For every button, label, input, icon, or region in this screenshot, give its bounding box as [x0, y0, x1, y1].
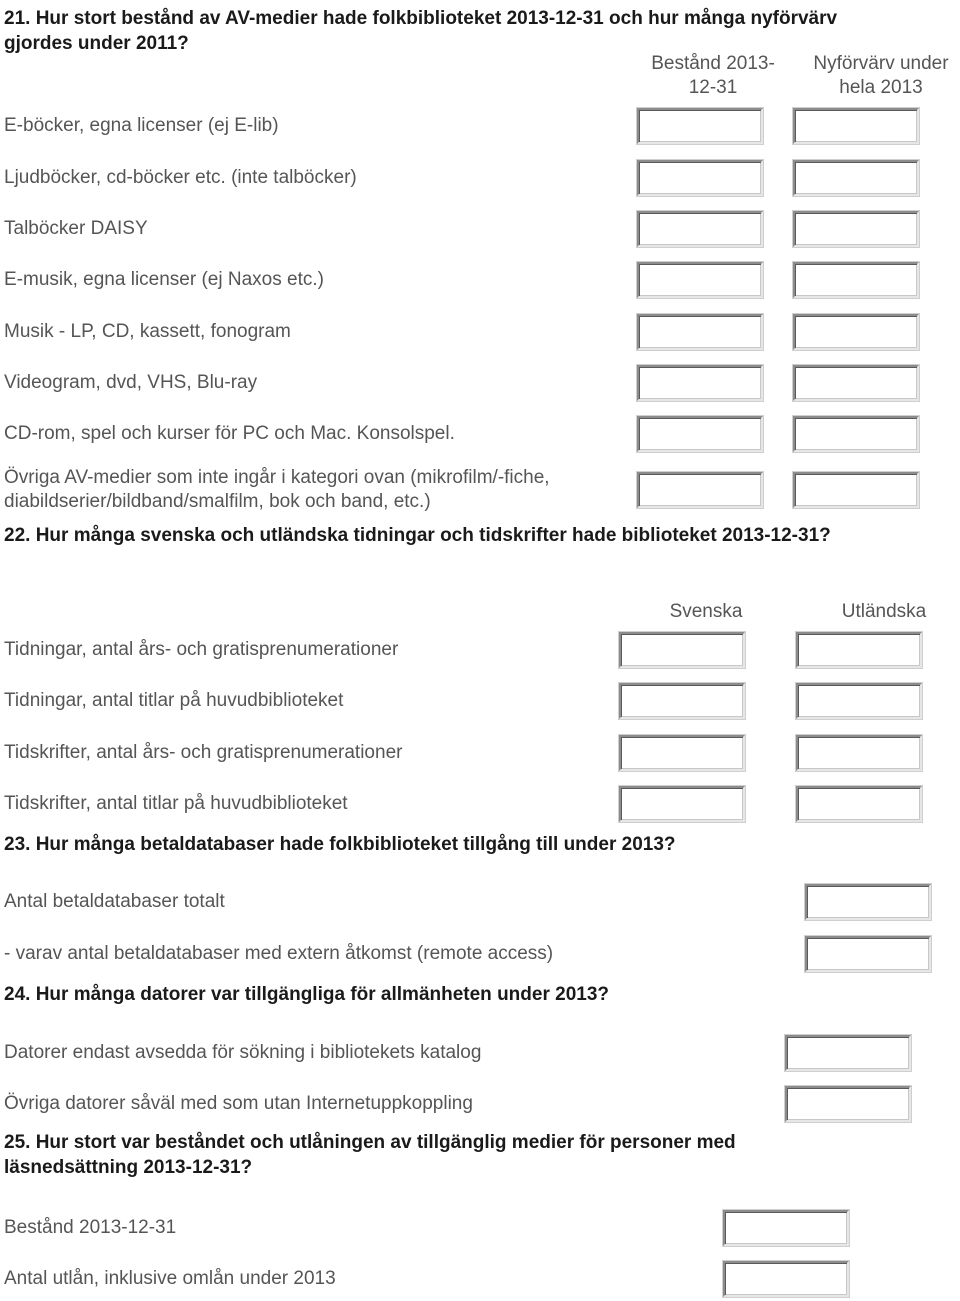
q21-col-header-stock-line2: 12-31: [688, 77, 738, 98]
q23-heading: 23. Hur många betaldatabaser hade folkbiblioteket tillgång till under 2013?: [4, 834, 676, 855]
q22-row-newspapers-titles-label: Tidningar, antal titlar på huvudbiblioteket: [4, 690, 344, 711]
q25-row-loans-label: Antal utlån, inklusive omlån under 2013: [4, 1268, 336, 1289]
q21-heading-line1: 21. Hur stort bestånd av AV-medier hade folkbiblioteket 2013-12-31 och hur många nyförvärv: [4, 8, 838, 29]
q21-other-av-acquisitions-input[interactable]: [793, 472, 919, 508]
q21-emusic-stock-input[interactable]: [637, 262, 763, 298]
q21-row-audiobooks-label: Ljudböcker, cd-böcker etc. (inte talböcker): [4, 167, 357, 188]
q22-row-newspapers-subs-label: Tidningar, antal års- och gratisprenumerationer: [4, 639, 399, 660]
q21-col-header-acquisitions-line1: Nyförvärv under: [813, 53, 949, 74]
q22-journals-titles-swedish-input[interactable]: [619, 786, 745, 822]
q25-stock-input[interactable]: [723, 1210, 849, 1246]
q21-col-header-acquisitions: [798, 52, 960, 100]
q23-remote-input[interactable]: [805, 936, 931, 972]
q21-videogram-stock-input[interactable]: [637, 365, 763, 401]
q23-total-input[interactable]: [805, 884, 931, 920]
q22-newspapers-titles-swedish-input[interactable]: [619, 683, 745, 719]
q22-col-header-foreign: Utländska: [841, 601, 927, 622]
q21-music-acquisitions-input[interactable]: [793, 314, 919, 350]
q24-other-computers-input[interactable]: [785, 1086, 911, 1122]
q22-col-header-swedish: Svenska: [669, 601, 743, 622]
q21-row-other-av-label-line2: diabildserier/bildband/smalfilm, bok och band, etc.): [4, 491, 431, 512]
q22-journals-subs-foreign-input[interactable]: [796, 735, 922, 771]
q21-daisy-stock-input[interactable]: [637, 211, 763, 247]
q21-row-cdrom-label: CD-rom, spel och kurser för PC och Mac. Konsolspel.: [4, 423, 455, 444]
q25-loans-input[interactable]: [723, 1261, 849, 1297]
q21-row-videogram-label: Videogram, dvd, VHS, Blu-ray: [4, 372, 258, 393]
q21-audiobooks-acquisitions-input[interactable]: [793, 160, 919, 196]
q22-newspapers-subs-foreign-input[interactable]: [796, 632, 922, 668]
q21-music-stock-input[interactable]: [637, 314, 763, 350]
q22-journals-subs-swedish-input[interactable]: [619, 735, 745, 771]
q21-row-ebooks-label: E-böcker, egna licenser (ej E-lib): [4, 115, 279, 136]
q24-row-catalog-computers-label: Datorer endast avsedda för sökning i bibliotekets katalog: [4, 1042, 482, 1063]
q21-row-other-av-label-line1: Övriga AV-medier som inte ingår i kategori ovan (mikrofilm/-fiche,: [4, 467, 550, 488]
q24-heading: 24. Hur många datorer var tillgängliga för allmänheten under 2013?: [4, 984, 609, 1005]
q21-heading-line2: gjordes under 2011?: [4, 33, 189, 54]
q21-videogram-acquisitions-input[interactable]: [793, 365, 919, 401]
q25-heading-line2: läsnedsättning 2013-12-31?: [4, 1157, 253, 1178]
q22-journals-titles-foreign-input[interactable]: [796, 786, 922, 822]
q21-row-emusic-label: E-musik, egna licenser (ej Naxos etc.): [4, 269, 324, 290]
q21-emusic-acquisitions-input[interactable]: [793, 262, 919, 298]
q21-ebooks-acquisitions-input[interactable]: [793, 108, 919, 144]
q24-row-other-computers-label: Övriga datorer såväl med som utan Internetuppkoppling: [4, 1093, 473, 1114]
q21-col-header-stock-line1: Bestånd 2013-: [651, 53, 775, 74]
q22-newspapers-subs-swedish-input[interactable]: [619, 632, 745, 668]
q25-heading-line1: 25. Hur stort var beståndet och utlåningen av tillgänglig medier för personer med: [4, 1132, 736, 1153]
q25-row-stock-label: Bestånd 2013-12-31: [4, 1217, 177, 1238]
q23-row-remote-label: - varav antal betaldatabaser med extern åtkomst (remote access): [4, 943, 554, 964]
q22-row-journals-titles-label: Tidskrifter, antal titlar på huvudbiblioteket: [4, 793, 348, 814]
q23-row-total-label: Antal betaldatabaser totalt: [4, 891, 225, 912]
q24-catalog-computers-input[interactable]: [785, 1035, 911, 1071]
q22-newspapers-titles-foreign-input[interactable]: [796, 683, 922, 719]
q21-daisy-acquisitions-input[interactable]: [793, 211, 919, 247]
q21-col-header-acquisitions-line2: hela 2013: [839, 77, 923, 98]
q21-ebooks-stock-input[interactable]: [637, 108, 763, 144]
q21-other-av-stock-input[interactable]: [637, 472, 763, 508]
q21-audiobooks-stock-input[interactable]: [637, 160, 763, 196]
q22-row-journals-subs-label: Tidskrifter, antal års- och gratisprenumerationer: [4, 742, 403, 763]
q21-col-header-stock: [634, 52, 792, 100]
q21-row-daisy-label: Talböcker DAISY: [4, 218, 148, 239]
q22-heading: 22. Hur många svenska och utländska tidningar och tidskrifter hade biblioteket 2013-12-31?: [4, 525, 831, 546]
q21-row-music-label: Musik - LP, CD, kassett, fonogram: [4, 321, 291, 342]
q21-cdrom-stock-input[interactable]: [637, 416, 763, 452]
q21-cdrom-acquisitions-input[interactable]: [793, 416, 919, 452]
